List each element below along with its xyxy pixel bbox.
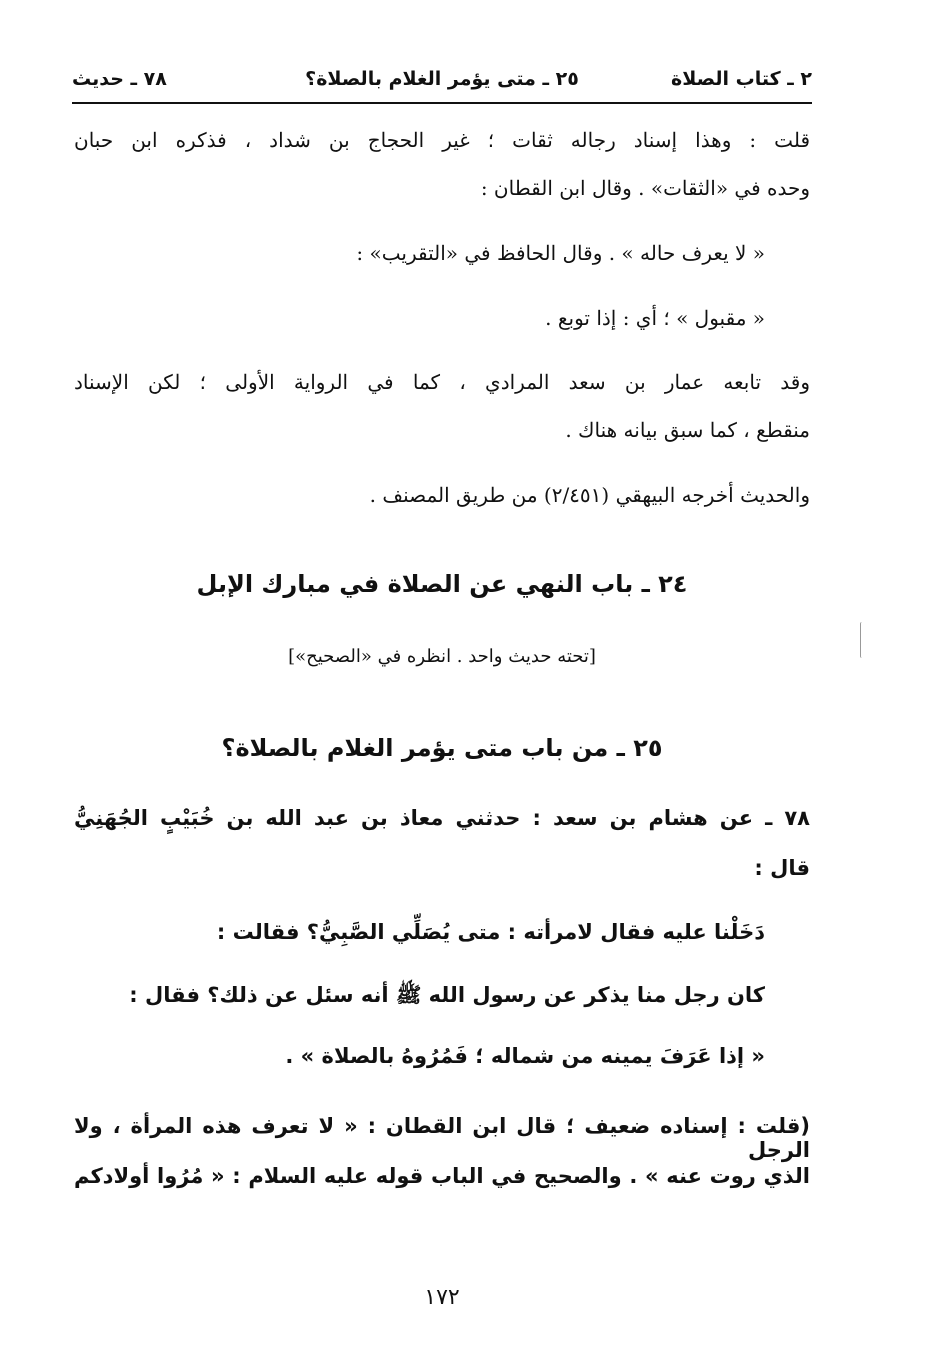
paragraph-2-line-2: منقطع ، كما سبق بيانه هناك .	[565, 418, 810, 442]
paragraph-1-line-1: قلت : وهذا إسناد رجاله ثقات ؛ غير الحجاج بن شداد ، فذكره ابن حبان	[74, 128, 811, 152]
margin-mark	[860, 622, 864, 658]
paragraph-1-line-2: وحده في «الثقات» . وقال ابن القطان :	[480, 176, 810, 200]
hadith-78-matn-line-1: دَخَلْنا عليه فقال لامرأته : متى يُصَلِّي الصَّبِيُّ؟ فقالت :	[216, 920, 765, 944]
header-book-title: ٢ ـ كتاب الصلاة	[671, 68, 812, 90]
hadith-78-comment-line-2: الذي روت عنه » . والصحيح في الباب قوله عليه السلام : « مُرُوا أولادكم	[74, 1164, 810, 1188]
hadith-78-comment-line-1: (قلت : إسناده ضعيف ؛ قال ابن القطان : « لا تعرف هذه المرأة ، ولا الرجل	[74, 1114, 810, 1162]
section-24-note: [تحته حديث واحد . انظره في «الصحيح»]	[288, 646, 596, 667]
paragraph-3: والحديث أخرجه البيهقي (٢/٤٥١) من طريق المصنف .	[369, 483, 810, 507]
header-divider	[72, 102, 812, 104]
paragraph-2-line-1: وقد تابعه عمار بن سعد المرادي ، كما في الرواية الأولى ؛ لكن الإسناد	[74, 370, 810, 394]
header-chapter-title: ٢٥ ـ متى يؤمر الغلام بالصلاة؟	[305, 68, 579, 90]
hadith-78-isnad-line-2: قال :	[754, 856, 810, 880]
running-header	[72, 62, 812, 98]
quote-maqbul: « مقبول » ؛ أي : إذا توبع .	[545, 306, 765, 330]
page-number: ١٧٢	[424, 1285, 460, 1310]
hadith-78-matn-line-2: كان رجل منا يذكر عن رسول الله ﷺ أنه سئل عن ذلك؟ فقال :	[129, 983, 765, 1007]
hadith-78-matn-line-3: « إذا عَرَفَ يمينه من شماله ؛ فَمُرُوهُ بالصلاة » .	[285, 1044, 765, 1068]
hadith-78-isnad-line-1: ٧٨ ـ عن هشام بن سعد : حدثني معاذ بن عبد الله بن خُبَيْبٍ الجُهَنِيُّ	[74, 806, 810, 830]
header-hadith-number: ٧٨ ـ حديث	[72, 68, 167, 90]
section-24-heading: ٢٤ ـ باب النهي عن الصلاة في مبارك الإبل	[196, 570, 688, 598]
section-25-heading: ٢٥ ـ من باب متى يؤمر الغلام بالصلاة؟	[221, 734, 663, 762]
quote-la-yuraf: « لا يعرف حاله » . وقال الحافظ في «التقريب» :	[356, 241, 765, 265]
